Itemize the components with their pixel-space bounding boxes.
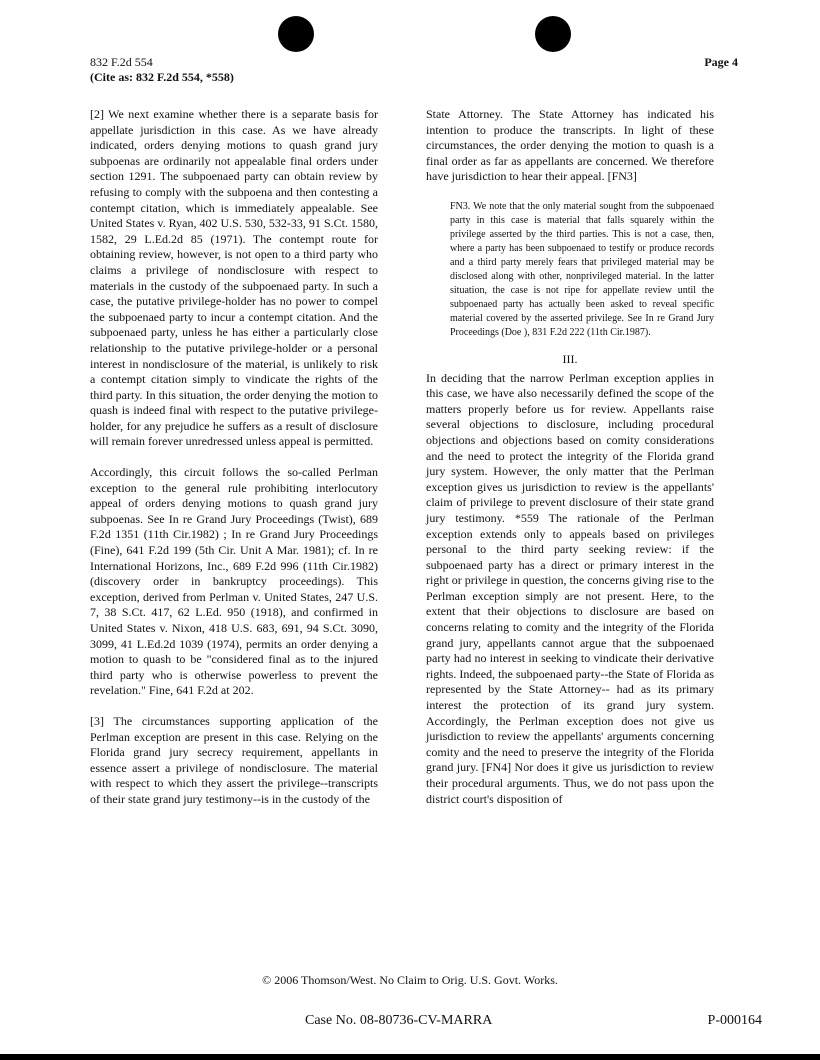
footnote-fn3: FN3. We note that the only material sought from the subpoenaed party in this case is material that falls squarely within the privilege asserted by the third parties. This is not a case, then, where a party has been subpoenaed to testify or produce records and a third party merely fears that privileged material may be disclosed along with other, nonprivileged material. In the latter situation, the case is not ripe for appellate review until the subpoenaed party has actually been asked to reveal specific material covered by the asserted privilege. See In re Grand Jury Proceedings (Doe ), 831 F.2d 222 (11th Cir.1987). [450,200,714,338]
right-column [426,107,714,822]
case-number: Case No. 08-80736-CV-MARRA [305,1013,493,1028]
bottom-border [0,1054,820,1060]
left-paragraph-1: [2] We next examine whether there is a separate basis for appellate jurisdiction in this case. As we have already indicated, orders denying motions to quash grand jury subpoenas are ordinarily not appealable final orders under section 1291. The subpoenaed party can obtain review by refusing to comply with the subpoena and then contesting a contempt citation, which is immediately appealable. See United States v. Ryan, 402 U.S. 530, 532-33, 91 S.Ct. 1580, 1582, 29 L.Ed.2d 85 (1971). The contempt route for obtaining review, however, is not open to a third party who claims a privilege of nondisclosure with respect to materials in the custody of the subpoenaed party. In such a case, the putative privilege-holder has no power to compel the subpoenaed party to incur a contempt citation. And the subpoenaed party, unless he has either a particularly close relationship to the putative privilege-holder or a personal interest in nondisclosure of the material, is unlikely to risk a contempt citation simply to vindicate the rights of the third party. In this situation, the order denying the motion to quash is indeed final with respect to the putative privilege-holder, for any prejudice he suffers as a result of disclosure will remain forever unredressed unless appeal is permitted. [90,107,378,449]
cite-as: (Cite as: 832 F.2d 554, *558) [90,70,234,84]
punch-hole-right [535,16,571,52]
left-paragraph-2: Accordingly, this circuit follows the so-called Perlman exception to the general rule prohibiting interlocutory appeal of orders denying motions to quash grand jury subpoenas. See In re Grand Jury Proceedings (Twist), 689 F.2d 1351 (11th Cir.1982) ; In re Grand Jury Proceedings (Fine), 641 F.2d 199 (5th Cir. Unit A Mar. 1981); cf. In re International Horizons, Inc., 689 F.2d 996 (11th Cir.1982) (discovery order in bankruptcy proceedings). This exception, derived from Perlman v. United States, 247 U.S. 7, 38 S.Ct. 417, 62 L.Ed. 950 (1918), and confirmed in United States v. Nixon, 418 U.S. 683, 691, 94 S.Ct. 3090, 3099, 41 L.Ed.2d 1039 (1974), permits an order denying a motion to quash to be "considered final as to the injured third party who is otherwise powerless to prevent the revelation." Fine, 641 F.2d at 202. [90,465,378,698]
citation-header [90,55,234,85]
page-number: Page 4 [704,55,738,69]
production-number: P-000164 [707,1013,762,1028]
left-column [90,107,378,823]
citation: 832 F.2d 554 [90,55,153,69]
right-paragraph-2: In deciding that the narrow Perlman exception applies in this case, we have also necessarily defined the scope of the matters properly before us for review. Appellants raise several objections to disclosure, including procedural objections and objections based on comity considerations and the need to protect the integrity of the Florida grand jury system. However, the only matter that the Perlman exception gives us jurisdiction to review is the appellants' claim of privilege to prevent disclosure of their state grand jury testimony. *559 The rationale of the Perlman exception extends only to appeals based on privileges personal to the third party seeking review: if the subpoenaed party has a direct or primary interest in the right or privilege in question, the concerns giving rise to the Perlman exception simply are not present. Here, to the extent that their objections to disclosure are based on concerns relating to comity and the integrity of the Florida grand jury, appellants cannot argue that the subpoenaed party had no interest in seeking to vindicate their derivative rights. Indeed, the subpoenaed party--the State of Florida as represented by the State Attorney-- had as its primary interest the protection of its grand jury system. Accordingly, the Perlman exception does not give us jurisdiction to review the appellants' arguments concerning comity and the need to preserve the integrity of the Florida grand jury. [FN4] Nor does it give us jurisdiction to review their procedural arguments. Thus, we do not pass upon the district court's disposition of [426,370,714,806]
punch-hole-left [278,16,314,52]
copyright-footer: © 2006 Thomson/West. No Claim to Orig. U.S. Govt. Works. [262,973,558,987]
left-paragraph-3: [3] The circumstances supporting application of the Perlman exception are present in this case. Relying on the Florida grand jury secrecy requirement, appellants in essence assert a privilege of nondisclosure. The material with respect to which they assert the privilege--transcripts of their state grand jury testimony--is in the custody of the [90,713,378,806]
section-heading: III. [562,351,578,366]
right-paragraph-1: State Attorney. The State Attorney has indicated his intention to produce the transcripts. In light of these circumstances, the order denying the motion to quash is a final order as far as appellants are concerned. We therefore have jurisdiction to hear their appeal. [FN3] [426,107,714,184]
